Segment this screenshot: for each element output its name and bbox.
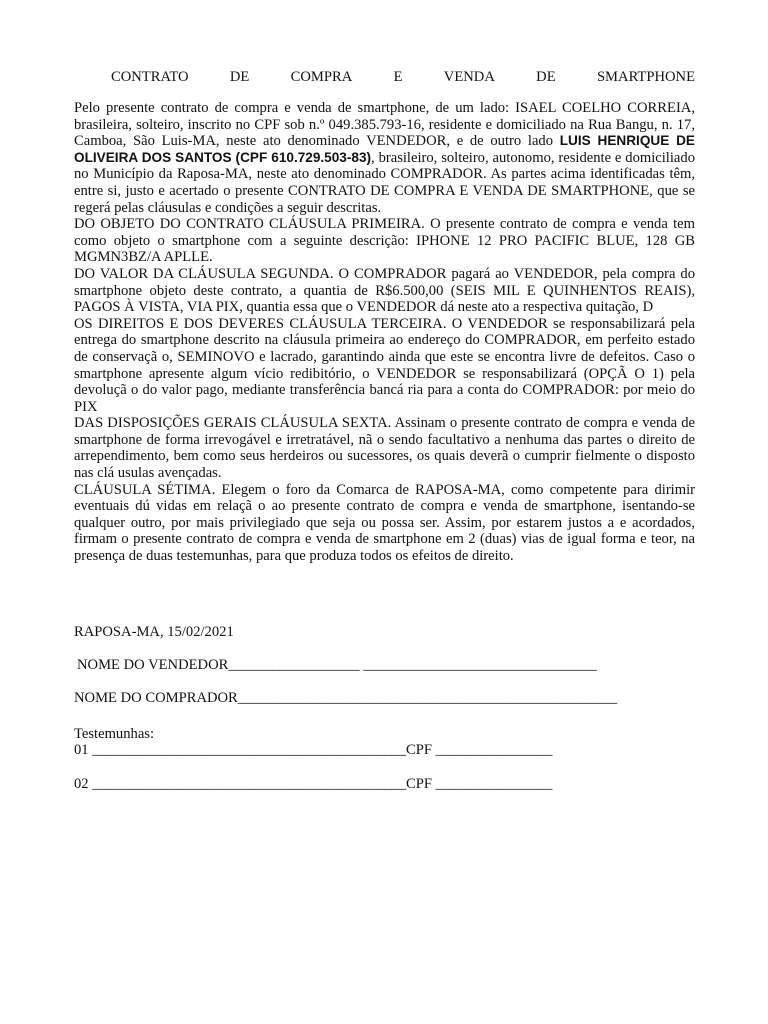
clause-direitos: OS DIREITOS E DOS DEVERES CLÁUSULA TERCEIRA. O VENDEDOR se responsabilizará pela entrega do smartphone descrito na cláusula primeira ao endereço do COMPRADOR, em perfeito estado de conservaçã o, SEMINOVO e lacrado, garantindo ainda que este se encontra livre de defeitos. Caso o smartphone apresente algum vício redibitório, o VENDEDOR se responsabilizará (OPÇÃ O 1) pela devoluçã o do valor pago, mediante transferência bancá ria para a conta do COMPRADOR: por meio do PIX xyxy=(74,315,695,415)
title-word: DE xyxy=(229,69,250,85)
buyer-signature-line: NOME DO COMPRADOR____________________________________________________ xyxy=(74,690,618,706)
title-word: E xyxy=(393,69,403,85)
title-word: CONTRATO xyxy=(111,69,189,85)
vendor-signature-line: NOME DO VENDEDOR__________________ ________________________________ xyxy=(77,657,597,673)
place-date: RAPOSA-MA, 15/02/2021 xyxy=(74,624,234,640)
contract-body xyxy=(74,69,695,565)
title-word: DE xyxy=(536,69,556,85)
witness-2-line: 02 ___________________________________________CPF ________________ xyxy=(74,776,553,792)
witness-1-line: 01 ___________________________________________CPF ________________ xyxy=(74,742,553,758)
clause-objeto: DO OBJETO DO CONTRATO CLÁUSULA PRIMEIRA. O presente contrato de compra e venda tem como objeto o smartphone com a seguinte descrição: IPHONE 12 PRO PACIFIC BLUE, 128 GB MGMN3BZ/A APLLE. xyxy=(74,216,695,266)
title-word: SMARTPHONE xyxy=(596,69,695,85)
clause-setima: CLÁUSULA SÉTIMA. Elegem o foro da Comarca de RAPOSA-MA, como competente para dirimir eventuais dú vidas em relaçã o ao presente contrato de compra e venda de smartphone, isentando-se qualquer outro, por mais privilegiado que seja ou possa ser. Assim, por estarem justos a e acordados, firmam o presente contrato de compra e venda de smartphone em 2 (duas) vias de igual forma e teor, na presença de duas testemunhas, para que produza todos os efeitos de direito. xyxy=(74,481,695,565)
intro-text-part2: , brasileiro, solteiro, autonomo, residente e domiciliado no Município da Raposa-MA, neste ato denominado COMPRADOR. As partes acima identificadas têm, entre si, justo e acertado o presente CONTRATO DE COMPRA E VENDA DE SMARTPHONE, que se regerá pelas cláusulas e condições a seguir descritas. xyxy=(74,149,695,216)
document-title xyxy=(74,69,695,86)
buyer-name-bold: LUIS HENRIQUE DE OLIVEIRA DOS SANTOS (CPF 610.729.503-83) xyxy=(74,133,695,165)
intro-text-part1: Pelo presente contrato de compra e venda de smartphone, de um lado: ISAEL COELHO CORREIA, brasileira, solteiro, inscrito no CPF sob n.º 049.385.793-16, residente e domiciliado na Rua Bangu, n. 17, Camboa, São Luis-MA, neste ato denominado VENDEDOR, e de outro lado xyxy=(74,100,695,150)
witnesses-label: Testemunhas: xyxy=(74,726,155,742)
clause-valor: DO VALOR DA CLÁUSULA SEGUNDA. O COMPRADOR pagará ao VENDEDOR, pela compra do smartphone objeto deste contrato, a quantia de R$6.500,00 (SEIS MIL E QUINHENTOS REAIS), PAGOS À VISTA, VIA PIX, quantia essa que o VENDEDOR dá neste ato a respectiva quitação, D xyxy=(74,265,695,316)
title-word: VENDA xyxy=(443,69,495,85)
title-word: COMPRA xyxy=(290,69,353,85)
clause-disposicoes-gerais: DAS DISPOSIÇÕES GERAIS CLÁUSULA SEXTA. Assinam o presente contrato de compra e venda de smartphone de forma irrevogável e irretratável, nã o sendo facultativo a nenhuma das partes o direito de arrependimento, bem como seus herdeiros ou sucessores, os quais deverã o cumprir fielmente o disposto nas clá usulas avençadas. xyxy=(74,415,695,482)
intro-paragraph xyxy=(74,100,695,216)
